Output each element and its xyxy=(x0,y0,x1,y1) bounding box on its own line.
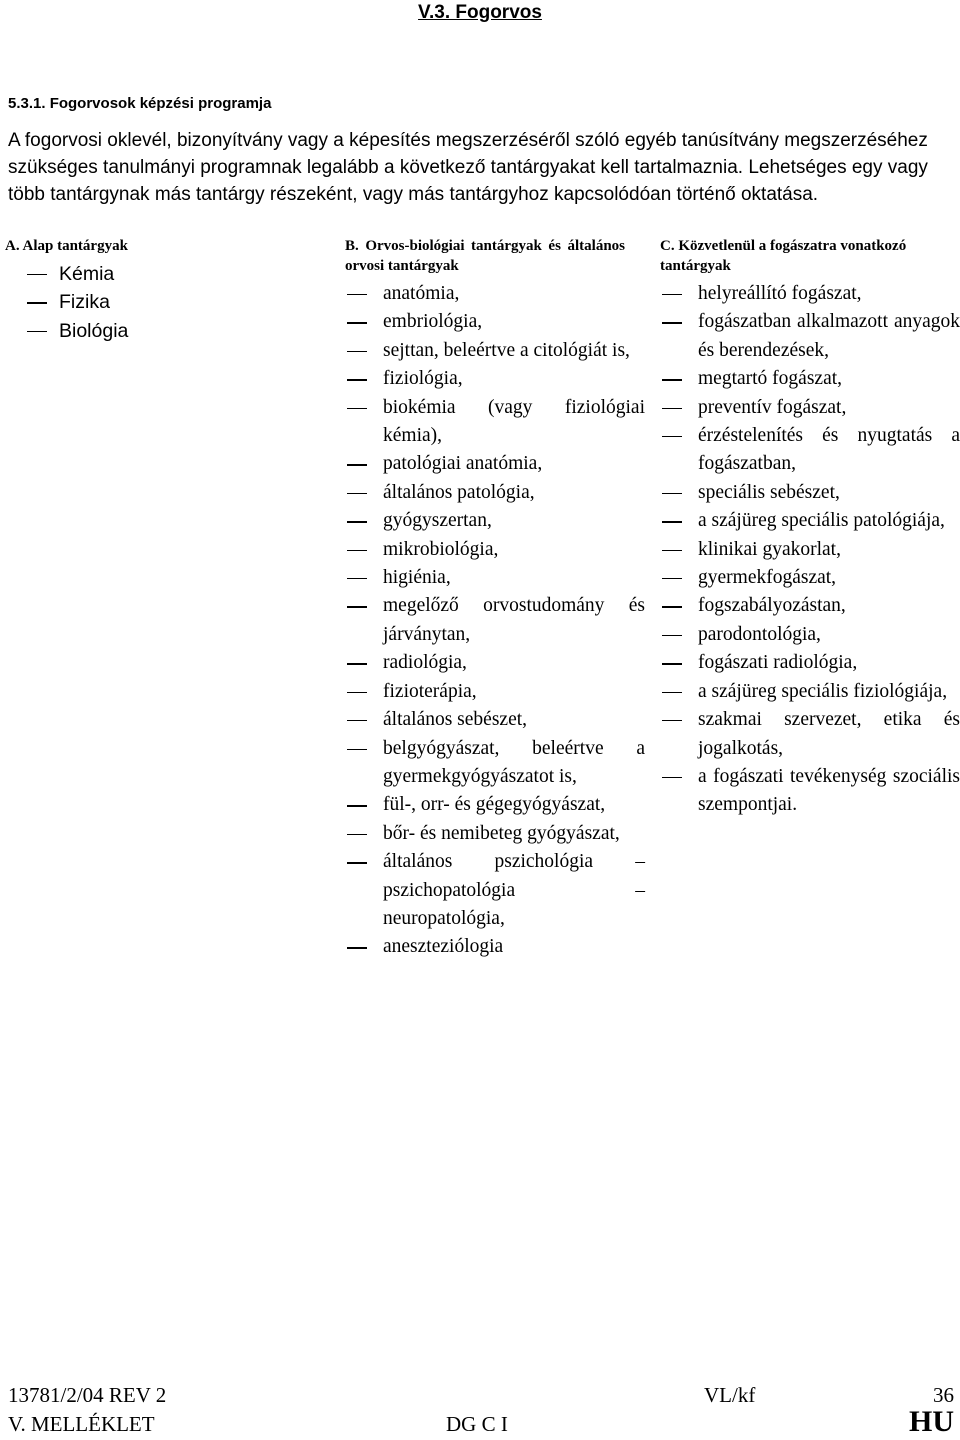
dash-icon xyxy=(27,331,47,332)
author-initials: VL/kf xyxy=(704,1383,756,1407)
list-item: szakmai szervezet, etika és jogalkotás, xyxy=(660,706,960,763)
dash-icon xyxy=(662,408,682,409)
dash-icon xyxy=(662,322,682,323)
list-item: biokémia (vagy fiziológiai kémia), xyxy=(345,394,645,451)
list-item: a szájüreg speciális fiziológiája, xyxy=(660,678,960,706)
list-item: sejttan, beleértve a citológiát is, xyxy=(345,337,645,365)
dash-icon xyxy=(662,692,682,693)
dash-icon xyxy=(347,947,367,948)
list-item: általános patológia, xyxy=(345,479,645,507)
list-item: általános sebészet, xyxy=(345,706,645,734)
section-heading: 5.3.1. Fogorvosok képzési programja xyxy=(8,95,272,112)
column-c-list xyxy=(660,280,960,820)
dash-icon xyxy=(662,578,682,579)
dash-icon xyxy=(662,493,682,494)
list-item: belgyógyászat, beleértve a gyermekgyógyászatot is, xyxy=(345,735,645,792)
dash-icon xyxy=(347,720,367,721)
list-item: aneszteziólogia xyxy=(345,933,645,961)
intro-paragraph: A fogorvosi oklevél, bizonyítvány vagy a képesítés megszerzéséről szóló egyéb tanúsítvány megszerzéséhez szükséges tanulmányi programnak legalább a következő tantárgyakat kell tartalmaznia. Lehetséges egy vagy több tantárgynak más tantárgy részeként, vagy más tantárgyhoz kapcsolódóan történő oktatása. xyxy=(8,130,928,205)
column-a-list xyxy=(25,260,205,345)
column-b-list xyxy=(345,280,645,962)
list-item: gyermekfogászat, xyxy=(660,564,960,592)
list-item: parodontológia, xyxy=(660,621,960,649)
dash-icon xyxy=(662,606,682,607)
list-item: fiziológia, xyxy=(345,365,645,393)
dash-icon xyxy=(347,749,367,750)
list-item: fogászatban alkalmazott anyagok és berendezések, xyxy=(660,308,960,365)
column-dental-subjects xyxy=(660,236,960,820)
dash-icon xyxy=(27,302,47,303)
dash-icon xyxy=(662,777,682,778)
dash-icon xyxy=(347,834,367,835)
dash-icon xyxy=(347,379,367,380)
annex-label: V. MELLÉKLET xyxy=(8,1412,155,1436)
dash-icon xyxy=(662,379,682,380)
dash-icon xyxy=(662,635,682,636)
list-item: a szájüreg speciális patológiája, xyxy=(660,507,960,535)
page-title: V.3. Fogorvos xyxy=(418,2,542,23)
dg-label: DG C I xyxy=(446,1412,508,1436)
list-item: megelőző orvostudomány és járványtan, xyxy=(345,592,645,649)
list-item: embriológia, xyxy=(345,308,645,336)
dash-icon xyxy=(662,294,682,295)
list-item: mikrobiológia, xyxy=(345,536,645,564)
column-b-heading: B. Orvos-biológiai tantárgyak és általános orvosi tantárgyak xyxy=(345,238,625,274)
dash-icon xyxy=(347,805,367,806)
list-item: Kémia xyxy=(25,260,205,288)
list-item: speciális sebészet, xyxy=(660,479,960,507)
list-item: megtartó fogászat, xyxy=(660,365,960,393)
dash-icon xyxy=(662,720,682,721)
list-item: a fogászati tevékenység szociális szempontjai. xyxy=(660,763,960,820)
dash-icon xyxy=(347,351,367,352)
dash-icon xyxy=(27,274,47,275)
dash-icon xyxy=(347,294,367,295)
column-biomedical-subjects xyxy=(345,236,645,962)
dash-icon xyxy=(347,692,367,693)
list-item: patológiai anatómia, xyxy=(345,450,645,478)
dash-icon xyxy=(347,578,367,579)
list-item: fogászati radiológia, xyxy=(660,649,960,677)
page-number: 36 xyxy=(933,1383,954,1407)
dash-icon xyxy=(347,408,367,409)
column-basic-subjects xyxy=(5,236,205,345)
dash-icon xyxy=(662,663,682,664)
list-item: fogszabályozástan, xyxy=(660,592,960,620)
list-item: Biológia xyxy=(25,317,205,345)
dash-icon xyxy=(662,550,682,551)
list-item: klinikai gyakorlat, xyxy=(660,536,960,564)
list-item: gyógyszertan, xyxy=(345,507,645,535)
list-item: helyreállító fogászat, xyxy=(660,280,960,308)
dash-icon xyxy=(347,550,367,551)
column-c-heading: C. Közvetlenül a fogászatra vonatkozó tantárgyak xyxy=(660,238,907,274)
dash-icon xyxy=(347,521,367,522)
list-item: higiénia, xyxy=(345,564,645,592)
dash-icon xyxy=(662,521,682,522)
list-item: fül-, orr- és gégegyógyászat, xyxy=(345,791,645,819)
list-item: anatómia, xyxy=(345,280,645,308)
doc-reference: 13781/2/04 REV 2 xyxy=(8,1383,167,1407)
list-item: radiológia, xyxy=(345,649,645,677)
dash-icon xyxy=(347,606,367,607)
dash-icon xyxy=(662,436,682,437)
list-item: érzéstelenítés és nyugtatás a fogászatban, xyxy=(660,422,960,479)
list-item: preventív fogászat, xyxy=(660,394,960,422)
language-code: HU xyxy=(909,1405,954,1438)
dash-icon xyxy=(347,862,367,863)
list-item: bőr- és nemibeteg gyógyászat, xyxy=(345,820,645,848)
list-item: általános pszichológia – pszichopatológia – neuropatológia, xyxy=(345,848,645,933)
dash-icon xyxy=(347,322,367,323)
column-a-heading: A. Alap tantárgyak xyxy=(5,238,128,254)
list-item: Fizika xyxy=(25,288,205,316)
dash-icon xyxy=(347,663,367,664)
dash-icon xyxy=(347,493,367,494)
dash-icon xyxy=(347,464,367,465)
list-item: fizioterápia, xyxy=(345,678,645,706)
